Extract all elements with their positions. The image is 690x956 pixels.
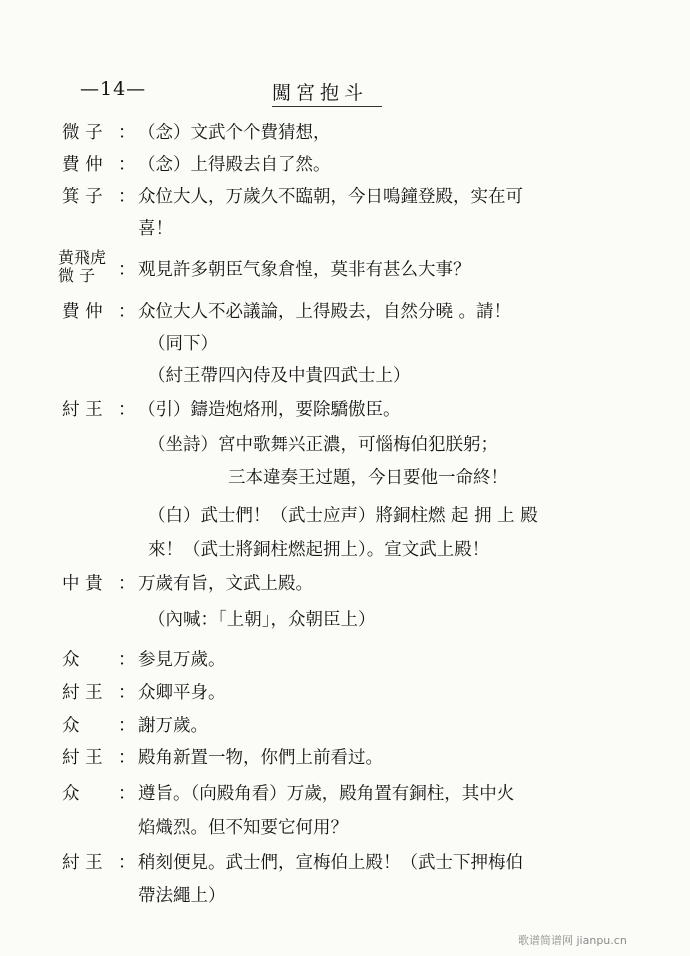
dialogue-line: 謝万歲。 <box>138 716 208 736</box>
colon: ： <box>118 683 136 703</box>
speaker-label: 箕 子 <box>62 187 103 207</box>
dialogue-line: 参見万歲。 <box>138 650 226 670</box>
dialogue-line: 焰熾烈。但不知要它何用？ <box>138 818 348 838</box>
speaker-label: 黄飛虎 <box>58 248 107 267</box>
colon: ： <box>118 123 136 143</box>
speaker-label: 众 <box>62 784 80 804</box>
speaker-label: 中 貴 <box>62 574 103 594</box>
colon: ： <box>118 187 136 207</box>
colon: ： <box>118 853 136 873</box>
stage-direction: （同下） <box>148 334 218 354</box>
dialogue-line: 帶法繩上） <box>138 886 226 906</box>
running-title: 闖宮抱斗 <box>272 82 369 104</box>
dialogue-line: （白）武士們！（武士应声）將銅柱燃 起 拥 上 殿 <box>148 506 538 526</box>
colon: ： <box>118 260 136 280</box>
speaker-label: 紂 王 <box>62 748 103 768</box>
colon: ： <box>118 784 136 804</box>
colon: ： <box>118 716 136 736</box>
dialogue-line: 殿角新置一物，你們上前看过。 <box>138 748 383 768</box>
speaker-label: 众 <box>62 716 80 736</box>
stage-direction: （紂王帶四內侍及中貴四武士上） <box>148 366 411 386</box>
speaker-label: 費 仲 <box>62 302 103 322</box>
dialogue-line: 來！（武士將銅柱燃起拥上）。宣文武上殿！ <box>148 540 490 560</box>
speaker-label: 紂 王 <box>62 400 103 420</box>
speaker-label: 紂 王 <box>62 683 103 703</box>
colon: ： <box>118 650 136 670</box>
speaker-label: 众 <box>62 650 80 670</box>
stage-direction: （內喊：「上朝」，众朝臣上） <box>148 610 376 630</box>
dialogue-line: 观見許多朝臣气象倉惶，莫非有甚么大事？ <box>138 260 471 280</box>
page-number: —14— <box>80 78 147 100</box>
colon: ： <box>118 155 136 175</box>
speaker-label: 費 仲 <box>62 155 103 175</box>
dialogue-line: （念）文武个个費猜想， <box>138 123 331 143</box>
dialogue-line: 三本違奏王过題，今日要他一命終！ <box>228 468 508 488</box>
site-watermark: 歌谱简谱网 jianpu.cn <box>518 934 627 947</box>
dialogue-line: 遵旨。（向殿角看）万歲，殿角置有銅柱，其中火 <box>138 784 515 804</box>
speaker-label: 紂 王 <box>62 853 103 873</box>
page-header <box>80 78 620 108</box>
dialogue-line: 众卿平身。 <box>138 683 226 703</box>
colon: ： <box>118 748 136 768</box>
colon: ： <box>118 400 136 420</box>
dialogue-line: 众位大人，万歲久不臨朝，今日鳴鐘登殿，实在可 <box>138 187 523 207</box>
speaker-label: 微 子 <box>58 266 96 285</box>
dialogue-line: （坐詩）宮中歌舞兴正濃，可惱梅伯犯朕躬； <box>148 435 498 455</box>
dialogue-line: 稍刻便見。武士們，宣梅伯上殿！（武士下押梅伯 <box>138 853 523 873</box>
dialogue-line: 喜！ <box>138 219 173 239</box>
colon: ： <box>118 574 136 594</box>
dialogue-line: （引）鑄造炮烙刑，要除驕傲臣。 <box>138 400 401 420</box>
dialogue-line: （念）上得殿去自了然。 <box>138 155 331 175</box>
dialogue-line: 万歲有旨，文武上殿。 <box>138 574 313 594</box>
title-underline <box>272 106 382 107</box>
dialogue-line: 众位大人不必議論，上得殿去，自然分曉 。請！ <box>138 302 512 322</box>
colon: ： <box>118 302 136 322</box>
speaker-label: 微 子 <box>62 123 103 143</box>
